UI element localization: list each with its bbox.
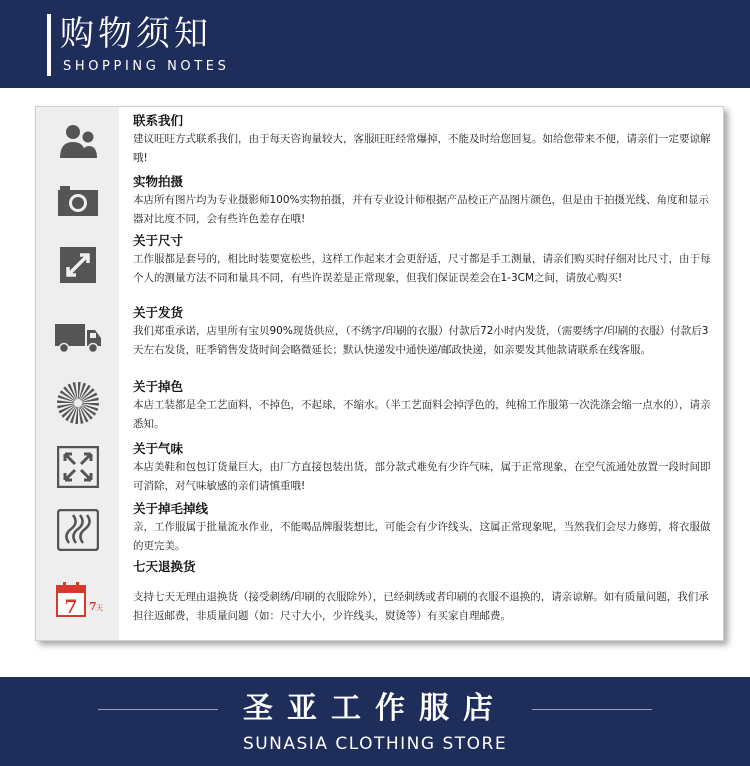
- camera-icon: [36, 170, 119, 230]
- header-banner: [0, 0, 750, 88]
- section-heading: 实物拍摄: [133, 174, 184, 189]
- section-odor: [133, 441, 718, 496]
- section-heading: 关于气味: [133, 441, 184, 456]
- section-shipping: [133, 305, 718, 360]
- title-accent-bar: [47, 14, 51, 76]
- store-name: 圣亚工作服店: [243, 691, 507, 726]
- section-heading: 关于发货: [133, 305, 184, 320]
- page-subtitle: SHOPPING NOTES: [63, 59, 230, 74]
- seven-day-calendar-icon: [36, 570, 119, 630]
- section-body: 本店工装都是全工艺面料，不掉色，不起球，不缩水。（半工艺面料会掉浮色的，纯棉工作服第一次洗涤会缩一点水的），请亲悉知。: [133, 399, 711, 430]
- section-heading: 关于掉色: [133, 379, 184, 394]
- section-heading: 联系我们: [133, 113, 184, 128]
- expand-icon: [36, 437, 119, 497]
- section-color-fade: [133, 379, 718, 434]
- section-heading: 七天退换货: [133, 559, 196, 574]
- section-body: 工作服都是套号的，相比时装要宽松些，这样工作起来才会更舒适，尺寸都是手工测量，请亲们购买时仔细对比尺寸，由于每个人的测量方法不同和量具不同，有些许误差是正常现象，但我们保证误差会在1-3CM之间，请放心购买!: [133, 253, 711, 284]
- people-icon: [36, 112, 119, 172]
- color-fade-icon: [36, 373, 119, 433]
- resize-arrow-icon: [36, 235, 119, 295]
- section-body: 我们郑重承诺，店里所有宝贝90%现货供应，（不绣字/印刷的衣服）付款后72小时内发货，（需要绣字/印刷的衣服）付款后3天左右发货，旺季销售发货时间会略微延长；默认快递发中通快递/邮政快递，如亲要发其他款请联系在线客服。: [133, 325, 709, 356]
- svg-text:天: 天: [95, 604, 103, 612]
- section-body: 支持七天无理由退换货（接受刺绣/印刷的衣服除外），已经刺绣或者印刷的衣服不退换的，请亲谅解。如有质量问题，我们承担往返邮费，非质量问题（如：尺寸大小，少许线头，熨烫等）有买家自理邮费。: [133, 591, 709, 622]
- section-body: 本店美鞋和包包订货量巨大，由厂方直接包装出货，部分款式难免有少许气味，属于正常现象，在空气流通处放置一段时间即可消除，对气味敏感的亲们请慎重哦!: [133, 461, 711, 492]
- footer-banner: [0, 677, 750, 766]
- section-heading: 关于掉毛掉线: [133, 501, 209, 516]
- section-body: 建议旺旺方式联系我们，由于每天咨询量较大，客服旺旺经常爆掉，不能及时给您回复。如给您带来不便，请亲们一定要谅解哦!: [133, 133, 711, 164]
- section-body: 本店所有图片均为专业摄影师100%实物拍摄，并有专业设计师根据产品校正产品图片颜色，但是由于拍摄光线、角度和显示器对比度不同，会有些许色差存在哦!: [133, 194, 710, 225]
- page-title: 购物须知: [60, 14, 212, 54]
- section-returns: [133, 559, 718, 626]
- section-size: [133, 233, 718, 288]
- wavy-threads-icon: [36, 500, 119, 560]
- section-body: 亲，工作服属于批量流水作业，不能喝品牌服装想比，可能会有少许线头，这属正常现象呢，当然我们会尽力修剪，将衣服做的更完美。: [133, 521, 711, 552]
- svg-text:7: 7: [63, 596, 78, 618]
- icon-column: [36, 107, 119, 640]
- store-name-english: SUNASIA CLOTHING STORE: [242, 734, 508, 754]
- section-contact: [133, 113, 718, 168]
- section-photos: [133, 174, 718, 229]
- section-lint: [133, 501, 718, 556]
- truck-icon: [36, 307, 119, 367]
- svg-text:7: 7: [88, 600, 97, 613]
- notes-panel: [35, 106, 724, 641]
- section-heading: 关于尺寸: [133, 233, 184, 248]
